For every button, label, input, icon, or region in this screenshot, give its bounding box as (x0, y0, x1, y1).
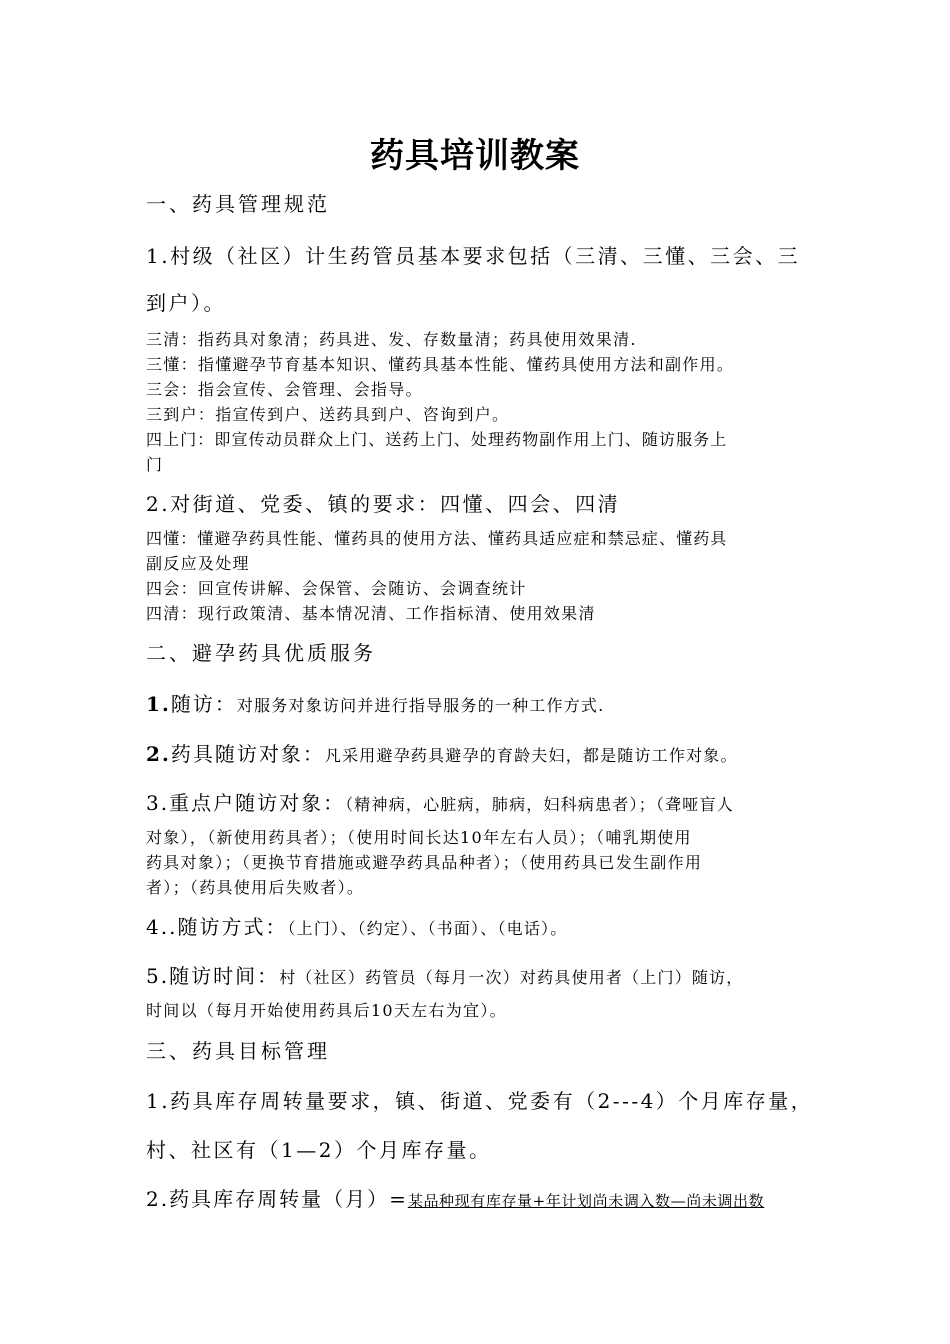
s2-p4-text: （上门）、（约定）、（书面）、（电话）。 (287, 919, 568, 938)
s1-list-item-sihui: 四会：回宣传讲解、会保管、会随访、会调查统计 (146, 579, 527, 598)
s2-p1-lead: 随访： (170, 692, 237, 716)
s1-list-item-sishangmen-line-2: 门 (146, 455, 164, 474)
s2-paragraph-5-line-1 (146, 960, 744, 989)
s1-paragraph-2: 2.对街道、党委、镇的要求：四懂、四会、四清 (146, 492, 621, 516)
s3-paragraph-1-line-2: 村、社区有（1—2）个月库存量。 (146, 1138, 492, 1162)
s1-paragraph-1-line-2: 到户）。 (146, 291, 226, 315)
s1-list-item-sandaohu: 三到户：指宣传到户、送药具到户、咨询到户。 (146, 405, 510, 424)
s1-list-item-sandong: 三懂：指懂避孕节育基本知识、懂药具基本性能、懂药具使用方法和副作用。 (146, 355, 735, 374)
section-2-heading: 二、避孕药具优质服务 (146, 641, 376, 665)
s2-p5-lead: 5.随访时间： (146, 964, 280, 988)
s2-p2-text: 凡采用避孕药具避孕的育龄夫妇，都是随访工作对象。 (324, 746, 738, 765)
s2-paragraph-1 (146, 688, 604, 717)
s2-p2-number: 2. (146, 742, 171, 766)
section-1-heading: 一、药具管理规范 (146, 192, 330, 216)
s2-p5-text: 村（社区）药管员（每月一次）对药具使用者（上门）随访， (279, 968, 744, 987)
s2-p1-text: 对服务对象访问并进行指导服务的一种工作方式. (236, 696, 605, 715)
s2-paragraph-3-line-3: 药具对象）；（更换节育措施或避孕药具品种者）；（使用药具已发生副作用 (146, 853, 703, 872)
s3-paragraph-2 (146, 1183, 764, 1212)
s2-paragraph-5-line-2: 时间以（每月开始使用药具后10天左右为宜）。 (146, 1001, 507, 1020)
s3-paragraph-1-line-1: 1.药具库存周转量要求，镇、街道、党委有（2---4）个月库存量， (146, 1089, 814, 1113)
s3-p2-formula-numerator: 某品种现有库存量+年计划尚未调入数—尚未调出数 (407, 1192, 765, 1210)
s2-paragraph-3-line-1 (146, 787, 734, 816)
s2-p2-lead: 药具随访对象： (170, 742, 325, 766)
section-3-heading: 三、药具目标管理 (146, 1039, 330, 1063)
s1-list-item-sidong-line-2: 副反应及处理 (146, 554, 250, 573)
s2-paragraph-4 (146, 911, 567, 940)
page-title: 药具培训教案 (370, 136, 580, 176)
s3-p2-lead: 2.药具库存周转量（月）= (146, 1187, 408, 1211)
s1-list-item-sishangmen-line-1: 四上门：即宣传动员群众上门、送药上门、处理药物副作用上门、随访服务上 (146, 430, 728, 449)
s2-p4-lead: 4..随访方式： (146, 915, 288, 939)
s2-p3-lead: 3.重点户随访对象： (146, 791, 346, 815)
s1-list-item-sanhui: 三会：指会宣传、会管理、会指导。 (146, 380, 423, 399)
s1-paragraph-1-line-1: 1.村级（社区）计生药管员基本要求包括（三清、三懂、三会、三 (146, 244, 801, 268)
s2-paragraph-2 (146, 738, 738, 767)
s2-p3-text: （精神病，心脏病，肺病，妇科病患者）；（聋哑盲人 (345, 795, 734, 814)
s2-p1-number: 1. (146, 692, 171, 716)
s1-list-item-sidong-line-1: 四懂：懂避孕药具性能、懂药具的使用方法、懂药具适应症和禁忌症、懂药具 (146, 529, 728, 548)
s2-paragraph-3-line-4: 者）；（药具使用后失败者）。 (146, 878, 365, 897)
s1-list-item-siqing: 四清：现行政策清、基本情况清、工作指标清、使用效果清 (146, 604, 596, 623)
s2-paragraph-3-line-2: 对象），（新使用药具者）；（使用时间长达10年左右人员）；（哺乳期使用 (146, 828, 692, 847)
s1-list-item-sanqing: 三清：指药具对象清；药具进、发、存数量清；药具使用效果清. (146, 330, 637, 349)
